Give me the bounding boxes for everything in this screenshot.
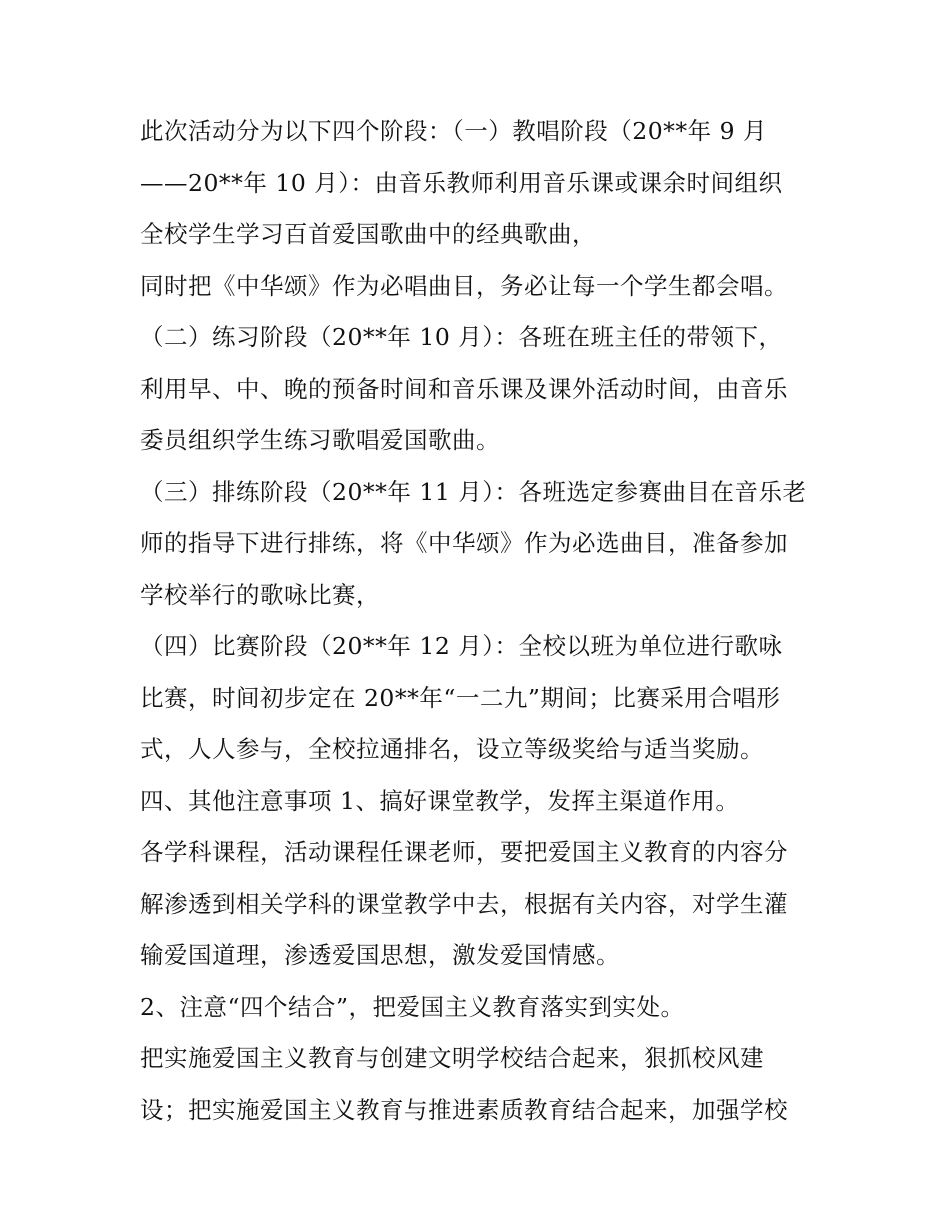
text-line: 同时把《中华颂》作为必唱曲目，务必让每一个学生都会唱。 — [140, 271, 788, 300]
text-line: 各学科课程，活动课程任课老师，要把爱国主义教育的内容分 — [140, 838, 788, 866]
text-line: 全校学生学习百首爱国歌曲中的经典歌曲， — [140, 220, 596, 248]
text-line: （三）排练阶段（20**年 11 月）：各班选定参赛曲目在音乐老 — [140, 477, 807, 506]
text-line: 委员组织学生练习歌唱爱国歌曲。 — [140, 426, 500, 454]
text-line: 比赛，时间初步定在 20**年“一二九”期间；比赛采用合唱形 — [140, 683, 781, 712]
text-line: 学校举行的歌咏比赛， — [140, 580, 380, 609]
section-heading-line: 四、其他注意事项 1、搞好课堂教学，发挥主渠道作用。 — [140, 786, 740, 815]
text-line: 解渗透到相关学科的课堂教学中去，根据有关内容，对学生灌 — [140, 889, 788, 918]
text-line: 利用早、中、晚的预备时间和音乐课及课外活动时间，由音乐 — [140, 374, 788, 403]
text-line: 此次活动分为以下四个阶段：（一）教唱阶段（20**年 9 月 — [140, 117, 768, 145]
text-line: 2、注意“四个结合”，把爱国主义教育落实到实处。 — [140, 992, 685, 1021]
text-line: （二）练习阶段（20**年 10 月）：各班在班主任的带领下， — [140, 323, 783, 351]
text-line: 式，人人参与，全校拉通排名，设立等级奖给与适当奖励。 — [140, 735, 764, 763]
text-line: 设；把实施爱国主义教育与推进素质教育结合起来，加强学校 — [140, 1095, 788, 1124]
text-line: 输爱国道理，渗透爱国思想，激发爱国情感。 — [140, 941, 620, 969]
text-line: ——20**年 10 月）：由音乐教师利用音乐课或课余时间组织 — [140, 168, 783, 197]
document-body — [140, 106, 830, 1136]
text-line: 师的指导下进行排练，将《中华颂》作为必选曲目，准备参加 — [140, 529, 788, 557]
text-line: 把实施爱国主义教育与创建文明学校结合起来，狠抓校风建 — [140, 1044, 764, 1072]
text-line: （四）比赛阶段（20**年 12 月）：全校以班为单位进行歌咏 — [140, 632, 783, 660]
